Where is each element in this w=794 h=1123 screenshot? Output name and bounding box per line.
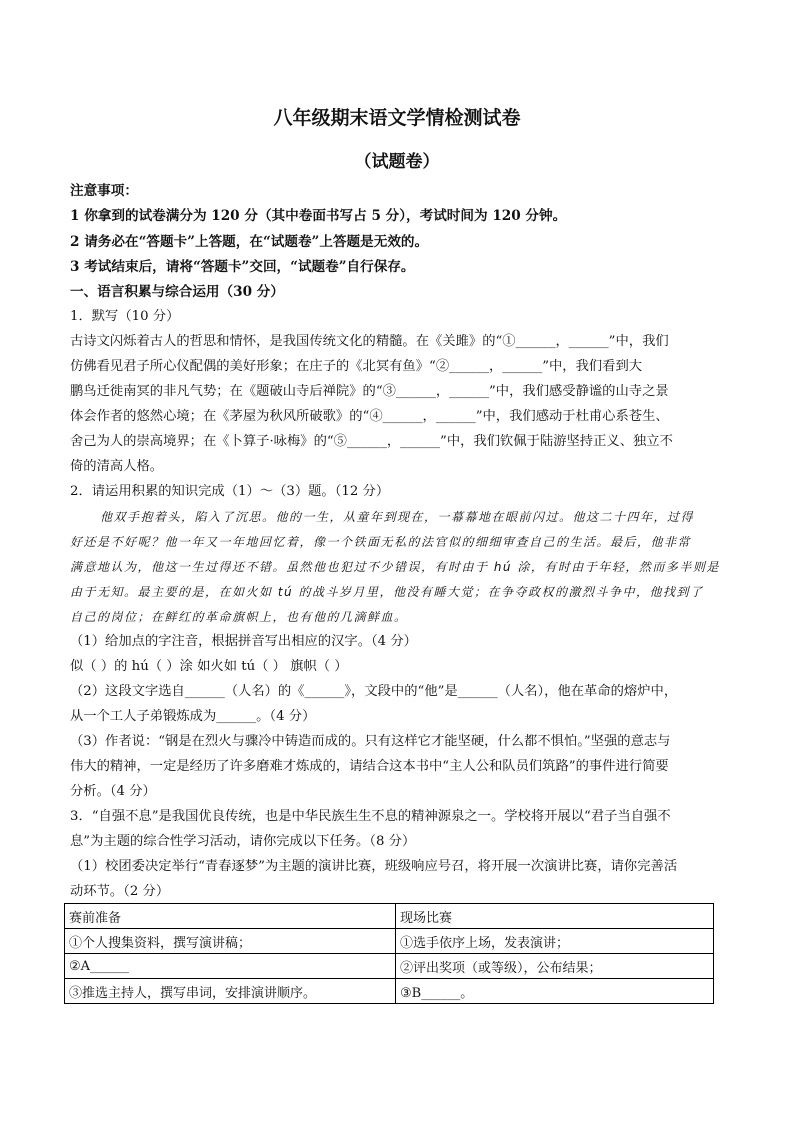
page-title: 八年级期末语文学情检测试卷	[273, 107, 521, 129]
question-1-text: 古诗文闪烁着古人的哲思和情怀，是我国传统文化的精髓。在《关雎》的“①______，______”中，我们	[70, 334, 669, 349]
notice-item: 3 考试结束后，请将“答题卡”交回，“试题卷”自行保存。	[70, 259, 415, 275]
question-3-text: 息”为主题的综合性学习活动，请你完成以下任务。（8 分）	[70, 834, 416, 849]
question-1-text: 鹏鸟迁徙南冥的非凡气势；在《题破山寺后禅院》的“③______，______”中，我们感受静谧的山寺之景	[70, 384, 669, 399]
question-1-heading: 1．默写（10 分）	[70, 309, 180, 324]
notice-item: 1 你拿到的试卷满分为 120 分（其中卷面书写占 5 分），考试时间为 120 分钟。	[70, 208, 567, 224]
table-header-cell: 现场比赛	[396, 904, 714, 929]
reading-passage-line: 自己的岗位；在鲜红的革命旗帜上，也有他的几滴鲜血。	[70, 610, 408, 624]
notice-heading: 注意事项：	[70, 183, 138, 199]
reading-passage-line: 他双手抱着头，陷入了沉思。他的一生，从童年到现在，一幕幕地在眼前闪过。他这二十四年，过得	[100, 510, 695, 524]
table-cell: ③推选主持人，撰写串词，安排演讲顺序。	[65, 979, 396, 1004]
question-2-heading: 2．请运用积累的知识完成（1）～（3）题。（12 分）	[70, 484, 390, 499]
table-cell: ②评出奖项（或等级），公布结果；	[396, 954, 714, 979]
sub-question-3: （3）作者说：“钢是在烈火与骤冷中铸造而成的。只有这样它才能坚硬，什么都不惧怕。”坚强的意志与	[70, 734, 671, 749]
sub-question-1: （1）给加点的字注音，根据拼音写出相应的汉字。（4 分）	[70, 634, 417, 649]
table-cell: ③B______。	[396, 979, 714, 1004]
reading-passage-line: 好还是不好呢？他一年又一年地回忆着，像一个铁面无私的法官似的细细审查自己的生活。最后，他非常	[70, 535, 692, 549]
notice-item: 2 请务必在“答题卡”上答题，在“试题卷”上答题是无效的。	[70, 234, 429, 250]
sub-question-2: （2）这段文字选自______（人名）的《______》，文段中的“他”是______（人名），他在革命的熔炉中，	[70, 684, 678, 699]
question-1-text: 仿佛看见君子所心仪配偶的美好形象；在庄子的《北冥有鱼》“②______，______”中，我们看到大	[70, 359, 643, 374]
question-1-text: 倚的清高人格。	[70, 459, 164, 474]
page-subtitle: （试题卷）	[354, 152, 440, 172]
sub-question-1-answers: 似（ ）的 hú（ ）涂 如火如 tú（ ） 旗帜（ ）	[70, 659, 348, 674]
table-row	[65, 954, 714, 979]
question-1-text: 体会作者的悠然心境；在《茅屋为秋风所破歌》的“④______，______”中，我们感动于杜甫心系苍生、	[70, 409, 669, 424]
table-header-cell: 赛前准备	[65, 904, 396, 929]
question-3-text: （1）校团委决定举行“青春逐梦”为主题的演讲比赛，班级响应号召，将开展一次演讲比赛，请你完善活	[70, 859, 678, 874]
sub-question-3: 分析。（4 分）	[70, 784, 156, 799]
table-cell: ②A______	[65, 954, 396, 979]
reading-passage-line: 由于无知。最主要的是，在如火如 tú 的战斗岁月里，他没有睡大觉；在争夺政权的激烈斗争中，他找到了	[70, 585, 704, 599]
table-header-row	[65, 904, 714, 929]
table-cell: ①个人搜集资料，撰写演讲稿；	[65, 929, 396, 954]
sub-question-2: 从一个工人子弟锻炼成为______。（4 分）	[70, 709, 316, 724]
table-cell: ①选手依序上场，发表演讲；	[396, 929, 714, 954]
table-row	[65, 929, 714, 954]
question-1-text: 舍己为人的崇高境界；在《卜算子·咏梅》的“⑤______，______”中，我们钦佩于陆游坚持正义、独立不	[70, 434, 673, 449]
reading-passage-line: 满意地认为，他这一生过得还不错。虽然他也犯过不少错误，有时由于 hú 涂，有时由于年轻，然而多半则是	[70, 560, 720, 574]
section-heading: 一、语言积累与综合运用（30 分）	[70, 284, 284, 300]
sub-question-3: 伟大的精神，一定是经历了许多磨难才炼成的，请结合这本书中“主人公和队员们筑路”的事件进行简要	[70, 759, 669, 774]
activity-table	[64, 903, 714, 1004]
table-row	[65, 979, 714, 1004]
question-3-text: 3．“自强不息”是我国优良传统，也是中华民族生生不息的精神源泉之一。学校将开展以“君子当自强不	[70, 809, 671, 824]
question-3-text: 动环节。（2 分）	[70, 884, 170, 899]
